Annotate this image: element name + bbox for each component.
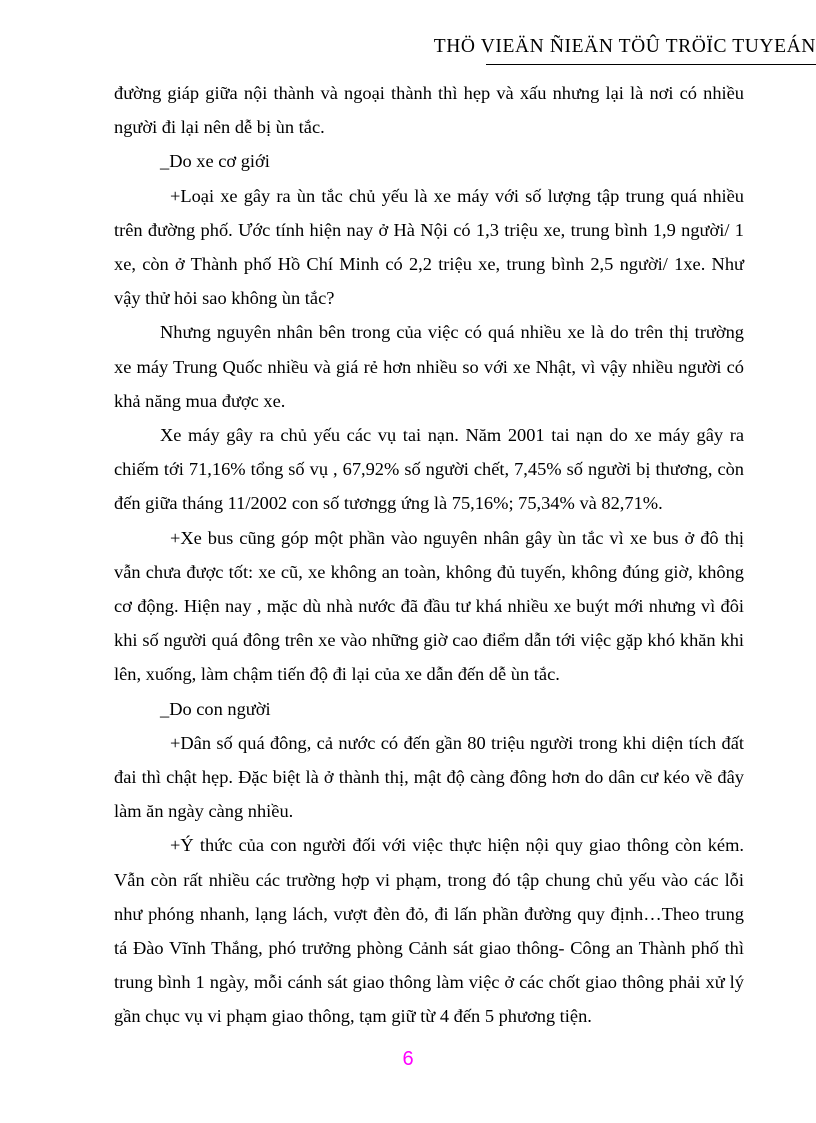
paragraph: +Loại xe gây ra ùn tắc chủ yếu là xe máy với số lượng tập trung quá nhiều trên đường phố. Ước tính hiện nay ở Hà Nội có 1,3 triệu xe, trung bình 1,9 người/ 1 xe, còn ở Thành phố Hồ Chí Minh có 2,2 triệu xe, trung bình 2,5 người/ 1xe. Như vậy thử hỏi sao không ùn tắc? <box>114 185 744 309</box>
paragraph: đường giáp giữa nội thành và ngoại thành thì hẹp và xấu nhưng lại là nơi có nhiều người đi lại nên dễ bị ùn tắc. <box>114 83 744 138</box>
paragraph: +Xe bus cũng góp một phần vào nguyên nhân gây ùn tắc vì xe bus ở đô thị vẫn chưa được tốt: xe cũ, xe không an toàn, không đủ tuyến, không đúng giờ, không cơ động. Hiện nay , mặc dù nhà nước đã đầu tư khá nhiều xe buýt mới nhưng vì đôi khi số người quá đông trên xe vào những giờ cao điểm dẫn tới việc gặp khó khăn khi lên, xuống, làm chậm tiến độ đi lại của xe dẫn đến dễ ùn tắc. <box>114 527 744 685</box>
page-number: 6 <box>402 1048 414 1070</box>
paragraph: Nhưng nguyên nhân bên trong của việc có quá nhiều xe là do trên thị trường xe máy Trung Quốc nhiều và giá rẻ hơn nhiều so với xe Nhật, vì vậy nhiều người có khả năng mua được xe. <box>114 322 744 411</box>
section-heading-vehicles: _Do xe cơ giới <box>160 151 270 172</box>
section-heading-people: _Do con người <box>160 698 271 719</box>
paragraph: Xe máy gây ra chủ yếu các vụ tai nạn. Năm 2001 tai nạn do xe máy gây ra chiếm tới 71,16% tổng số vụ , 67,92% số người chết, 7,45% số người bị thương, còn đến giữa tháng 11/2002 con số tươngg ứng là 75,16%; 75,34% và 82,71%. <box>114 425 744 514</box>
page-header <box>396 30 816 60</box>
header-title: THÖ VIEÄN ÑIEÄN TÖÛ TRÖÏC TUYEÁN <box>433 36 816 57</box>
paragraph: +Dân số quá đông, cả nước có đến gần 80 triệu người trong khi diện tích đất đai thì chật hẹp. Đặc biệt là ở thành thị, mật độ càng đông hơn do dân cư kéo về đây làm ăn ngày càng nhiều. <box>114 732 744 822</box>
header-rule <box>486 64 816 65</box>
document-body <box>114 76 744 1034</box>
paragraph: +Ý thức của con người đối với việc thực hiện nội quy giao thông còn kém. Vẫn còn rất nhiều các trường hợp vi phạm, trong đó tập chung chủ yếu vào các lỗi như phóng nhanh, lạng lách, vượt đèn đỏ, đi lấn phần đường quy định…Theo trung tá Đào Vĩnh Thắng, phó trưởng phòng Cảnh sát giao thông- Công an Thành phố thì trung bình 1 ngày, mỗi cánh sát giao thông làm việc ở các chốt giao thông phải xử lý gần chục vụ vi phạm giao thông, tạm giữ từ 4 đến 5 phương tiện. <box>114 835 744 1027</box>
